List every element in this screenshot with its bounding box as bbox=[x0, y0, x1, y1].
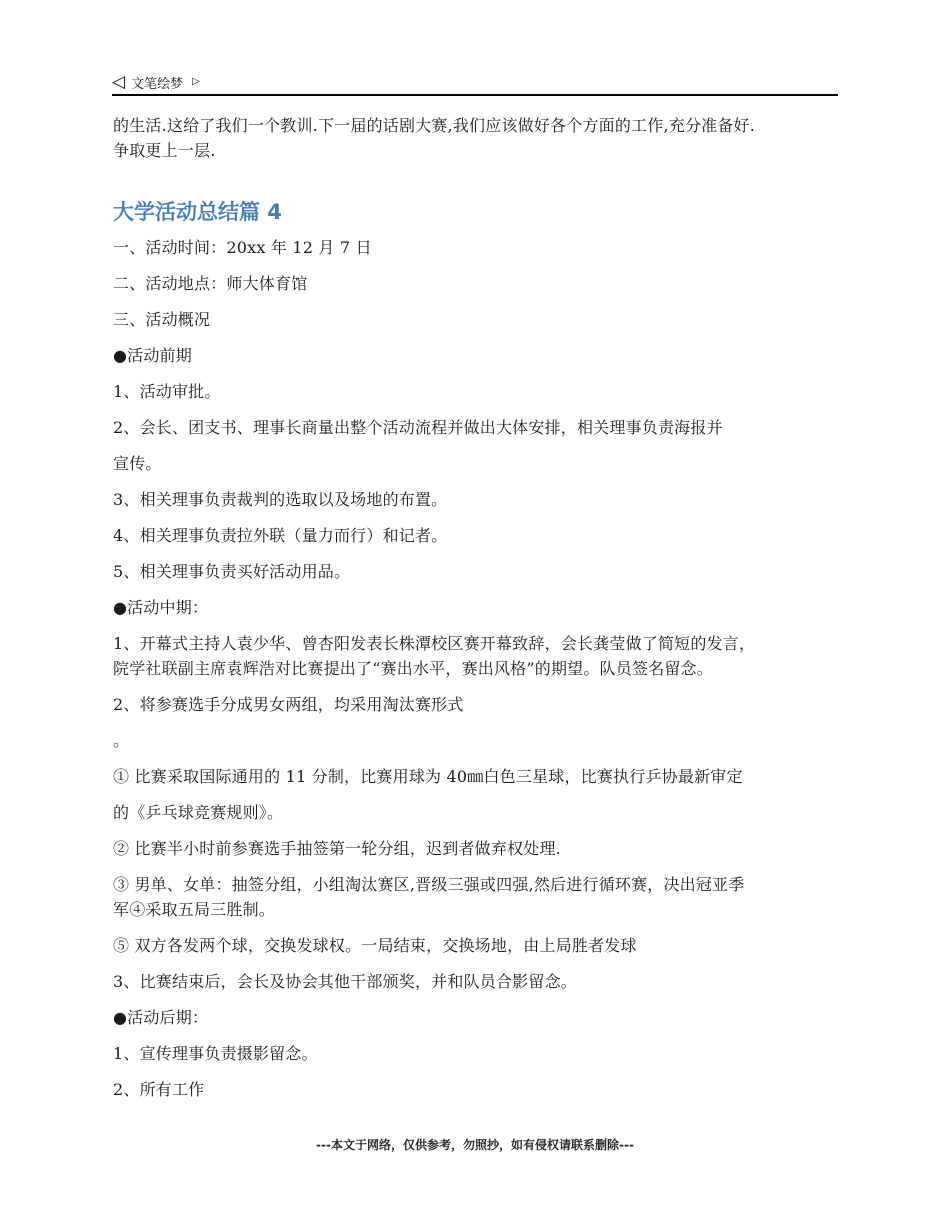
intro-line-1: 的生活.这给了我们一个教训.下一届的话剧大赛,我们应该做好各个方面的工作,充分准备好. bbox=[113, 116, 756, 135]
line-location: 二、活动地点：师大体育馆 bbox=[113, 274, 308, 293]
left-triangle-icon: ◁ bbox=[112, 71, 126, 92]
right-triangle-icon: ▷ bbox=[192, 76, 200, 87]
brand bbox=[112, 72, 200, 92]
footer-disclaimer: ---本文于网络，仅供参考，勿照抄，如有侵权请联系删除--- bbox=[316, 1138, 634, 1152]
line-mid-1: 1、开幕式主持人袁少华、曾杏阳发表长株潭校区赛开幕致辞，会长龚莹做了简短的发言， bbox=[113, 634, 756, 653]
line-rule-1-cont: 的《乒乓球竞赛规则》。 bbox=[113, 803, 284, 822]
section-title: 大学活动总结篇 4 bbox=[113, 200, 282, 224]
line-pre-2-cont: 宣传。 bbox=[113, 454, 162, 473]
line-rule-5: ⑤ 双方各发两个球，交换发球权。一局结束，交换场地，由上局胜者发球 bbox=[113, 936, 637, 955]
line-post-2: 2、所有工作 bbox=[113, 1080, 205, 1099]
line-rule-1: ① 比赛采取国际通用的 11 分制，比赛用球为 40㎜白色三星球，比赛执行乒协最新审定 bbox=[113, 767, 743, 786]
line-rule-3: ③ 男单、女单：抽签分组，小组淘汰赛区,晋级三强或四强,然后进行循环赛，决出冠亚季 bbox=[113, 875, 745, 894]
line-mid-1-cont: 院学社联副主席袁辉浩对比赛提出了“赛出水平，赛出风格”的期望。队员签名留念。 bbox=[113, 659, 713, 678]
line-mid-2: 2、将参赛选手分成男女两组，均采用淘汰赛形式 bbox=[113, 695, 464, 714]
line-pre-2: 2、会长、团支书、理事长商量出整个活动流程并做出大体安排，相关理事负责海报并 bbox=[113, 418, 723, 437]
line-pre-3: 3、相关理事负责裁判的选取以及场地的布置。 bbox=[113, 490, 448, 509]
line-pre-5: 5、相关理事负责买好活动用品。 bbox=[113, 562, 351, 581]
page-header bbox=[112, 70, 838, 96]
line-post-phase: ●活动后期： bbox=[113, 1008, 209, 1027]
line-post-1: 1、宣传理事负责摄影留念。 bbox=[113, 1044, 318, 1063]
line-rule-3-cont: 军④采取五局三胜制。 bbox=[113, 900, 276, 919]
line-mid-phase: ●活动中期： bbox=[113, 598, 209, 617]
brand-label: 文笔绘梦 bbox=[131, 76, 184, 92]
line-pre-phase: ●活动前期 bbox=[113, 346, 192, 365]
document-body bbox=[113, 110, 841, 1102]
line-pre-1: 1、活动审批。 bbox=[113, 382, 221, 401]
intro-line-2: 争取更上一层. bbox=[113, 141, 216, 160]
line-rule-2: ② 比赛半小时前参赛选手抽签第一轮分组，迟到者做弃权处理. bbox=[113, 839, 561, 858]
line-mid-2-cont: 。 bbox=[113, 731, 130, 750]
line-mid-3: 3、比赛结束后，会长及协会其他干部颁奖，并和队员合影留念。 bbox=[113, 972, 577, 991]
line-pre-4: 4、相关理事负责拉外联（量力而行）和记者。 bbox=[113, 526, 448, 545]
line-time: 一、活动时间：20xx 年 12 月 7 日 bbox=[113, 238, 372, 257]
line-overview: 三、活动概况 bbox=[113, 310, 211, 329]
